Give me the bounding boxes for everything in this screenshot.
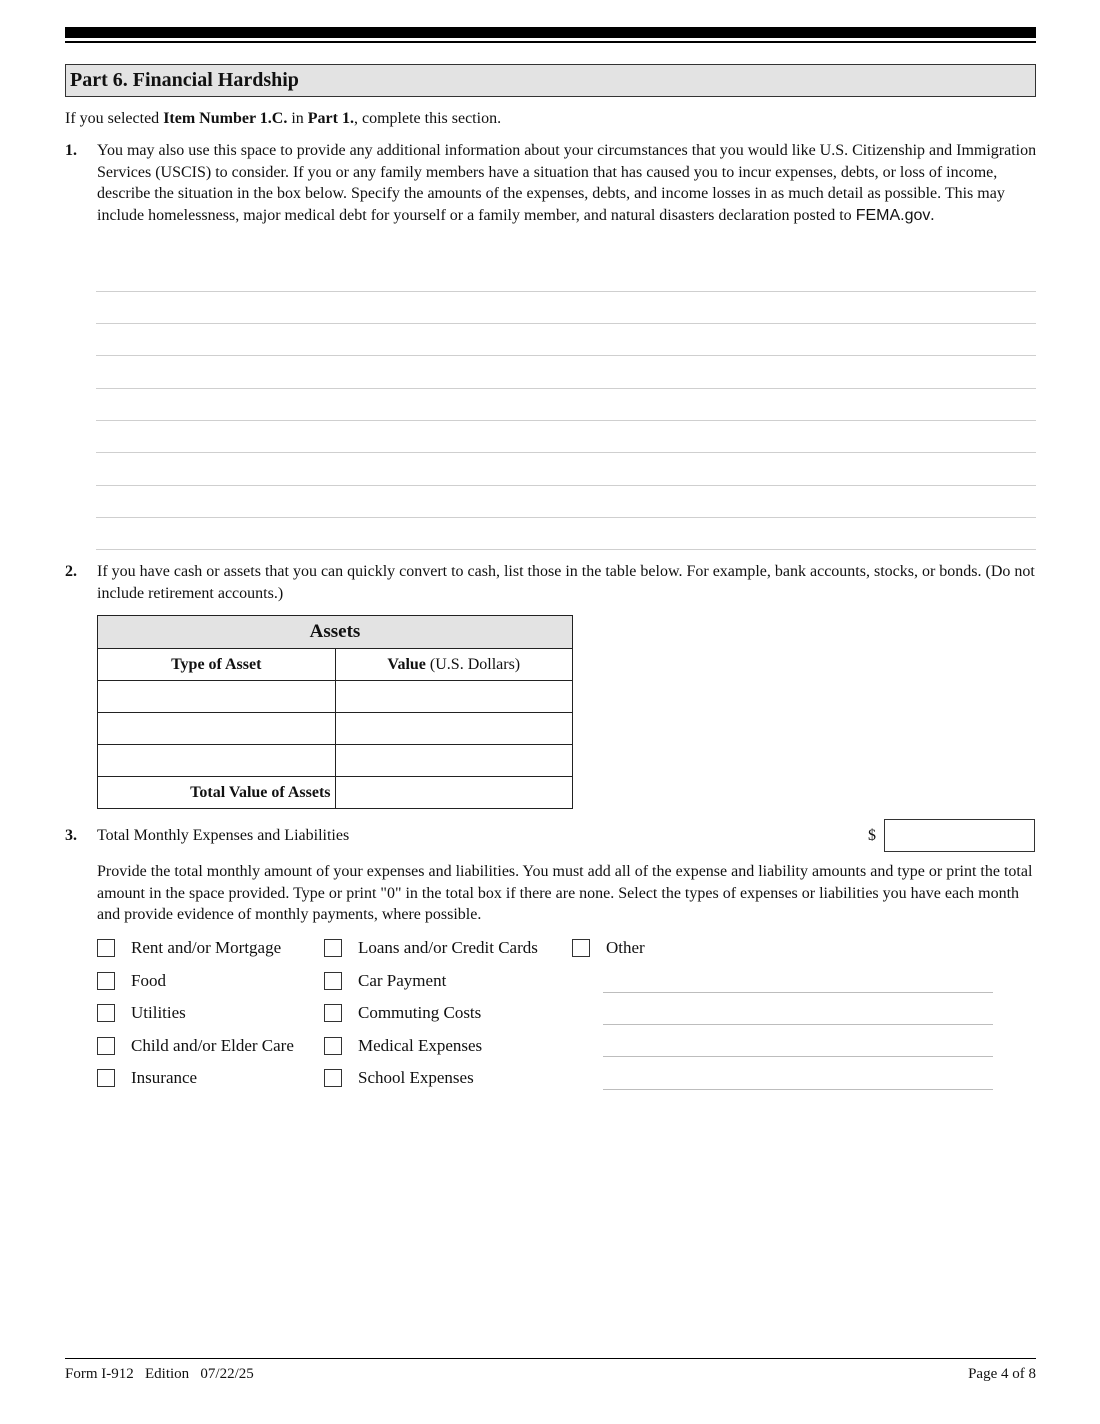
table-row [98, 681, 573, 713]
header-rule-thin [65, 41, 1036, 43]
writing-line [96, 485, 1036, 486]
medical-expenses-checkbox[interactable] [324, 1037, 342, 1055]
item-1-text [97, 140, 1037, 226]
item-3-number: 3. [65, 827, 77, 844]
intro-item-ref: Item Number 1.C. [163, 110, 288, 127]
asset-type-field[interactable] [98, 713, 336, 745]
checkbox-label: Insurance [131, 1068, 198, 1087]
checkbox-label: Medical Expenses [358, 1036, 483, 1055]
writing-line [96, 549, 1036, 550]
item-1-body: You may also use this space to provide any additional information about your circumstances that you would like U.S. Citizenship and Immigration Services (USCIS) to consider. If you or any family members have a situation that has caused you to incur expenses, debts, or loss of income, describe the situation in the box below. Specify the amounts of the expenses, debts, and income losses in as much detail as possible. This may include homelessness, major medical debt for yourself or a family member, and natural disasters declaration posted to [97, 142, 1037, 224]
rent-mortgage-checkbox[interactable] [97, 939, 115, 957]
car-payment-checkbox[interactable] [324, 972, 342, 990]
writing-line [96, 323, 1036, 324]
table-row [98, 713, 573, 745]
header-rule-thick [65, 27, 1036, 38]
section-intro [65, 108, 501, 130]
utilities-checkbox[interactable] [97, 1004, 115, 1022]
asset-value-field[interactable] [335, 713, 573, 745]
item-3-instructions: Provide the total monthly amount of your expenses and liabilities. You must add all of the expense and liability amounts and type or print the total amount in the space provided. Type or print "0" in the total box if there are none. Select the types of expenses or liabilities you have each month and provide evidence of monthly payments, where possible. [97, 863, 1033, 923]
item-1-writing-area[interactable] [96, 262, 1036, 552]
table-row [98, 745, 573, 777]
total-value-label: Total Value of Assets [98, 777, 336, 809]
child-elder-care-checkbox[interactable] [97, 1037, 115, 1055]
table-row [98, 777, 573, 809]
page-number: Page 4 of 8 [968, 1366, 1036, 1382]
writing-line [96, 452, 1036, 453]
type-of-asset-header: Type of Asset [98, 649, 336, 681]
value-header-rest: (U.S. Dollars) [425, 655, 521, 673]
intro-prefix: If you selected [65, 110, 164, 127]
food-checkbox[interactable] [97, 972, 115, 990]
loans-credit-cards-checkbox[interactable] [324, 939, 342, 957]
commuting-costs-checkbox[interactable] [324, 1004, 342, 1022]
other-line [603, 1089, 993, 1090]
value-header-bold: Value [387, 655, 426, 673]
school-expenses-checkbox[interactable] [324, 1069, 342, 1087]
writing-line [96, 388, 1036, 389]
item-2-text: If you have cash or assets that you can quickly convert to cash, list those in the table below. For example, bank accounts, stocks, or bonds. (Do not include retirement accounts.) [97, 563, 1035, 602]
intro-middle: in [287, 110, 308, 127]
writing-line [96, 355, 1036, 356]
checkbox-label: School Expenses [358, 1068, 474, 1087]
other-label: Other [606, 938, 645, 957]
total-value-field[interactable] [335, 777, 573, 809]
intro-suffix: , complete this section. [353, 110, 502, 127]
insurance-checkbox[interactable] [97, 1069, 115, 1087]
other-expenses-field[interactable] [603, 962, 993, 1090]
form-edition: Form I-912 Edition 07/22/25 [65, 1366, 254, 1382]
assets-table-caption: Assets [98, 616, 573, 649]
asset-value-field[interactable] [335, 681, 573, 713]
item-2-number: 2. [65, 563, 77, 580]
other-line [603, 992, 993, 993]
other-checkbox[interactable] [572, 939, 590, 957]
other-line [603, 1056, 993, 1057]
checkbox-label: Child and/or Elder Care [131, 1036, 294, 1055]
currency-symbol: $ [868, 827, 876, 844]
intro-part-ref: Part 1. [307, 110, 354, 127]
asset-type-field[interactable] [98, 745, 336, 777]
checkbox-label: Utilities [131, 1003, 186, 1022]
checkbox-label: Rent and/or Mortgage [131, 938, 282, 957]
assets-table [97, 615, 573, 809]
item-1-number: 1. [65, 142, 77, 159]
value-header [335, 649, 573, 681]
total-monthly-expenses-field[interactable] [884, 819, 1035, 852]
fema-link[interactable]: FEMA.gov [855, 206, 931, 224]
writing-line [96, 291, 1036, 292]
writing-line [96, 420, 1036, 421]
checkbox-label: Commuting Costs [358, 1003, 482, 1022]
checkbox-label: Car Payment [358, 971, 447, 990]
asset-value-field[interactable] [335, 745, 573, 777]
item-3-label: Total Monthly Expenses and Liabilities [97, 827, 350, 844]
part-6-header: Part 6. Financial Hardship [65, 64, 1036, 97]
other-line [603, 1024, 993, 1025]
item-1-end: . [930, 206, 935, 224]
footer-rule [65, 1358, 1036, 1359]
asset-type-field[interactable] [98, 681, 336, 713]
writing-line [96, 517, 1036, 518]
checkbox-label: Food [131, 971, 166, 990]
checkbox-label: Loans and/or Credit Cards [358, 938, 538, 957]
